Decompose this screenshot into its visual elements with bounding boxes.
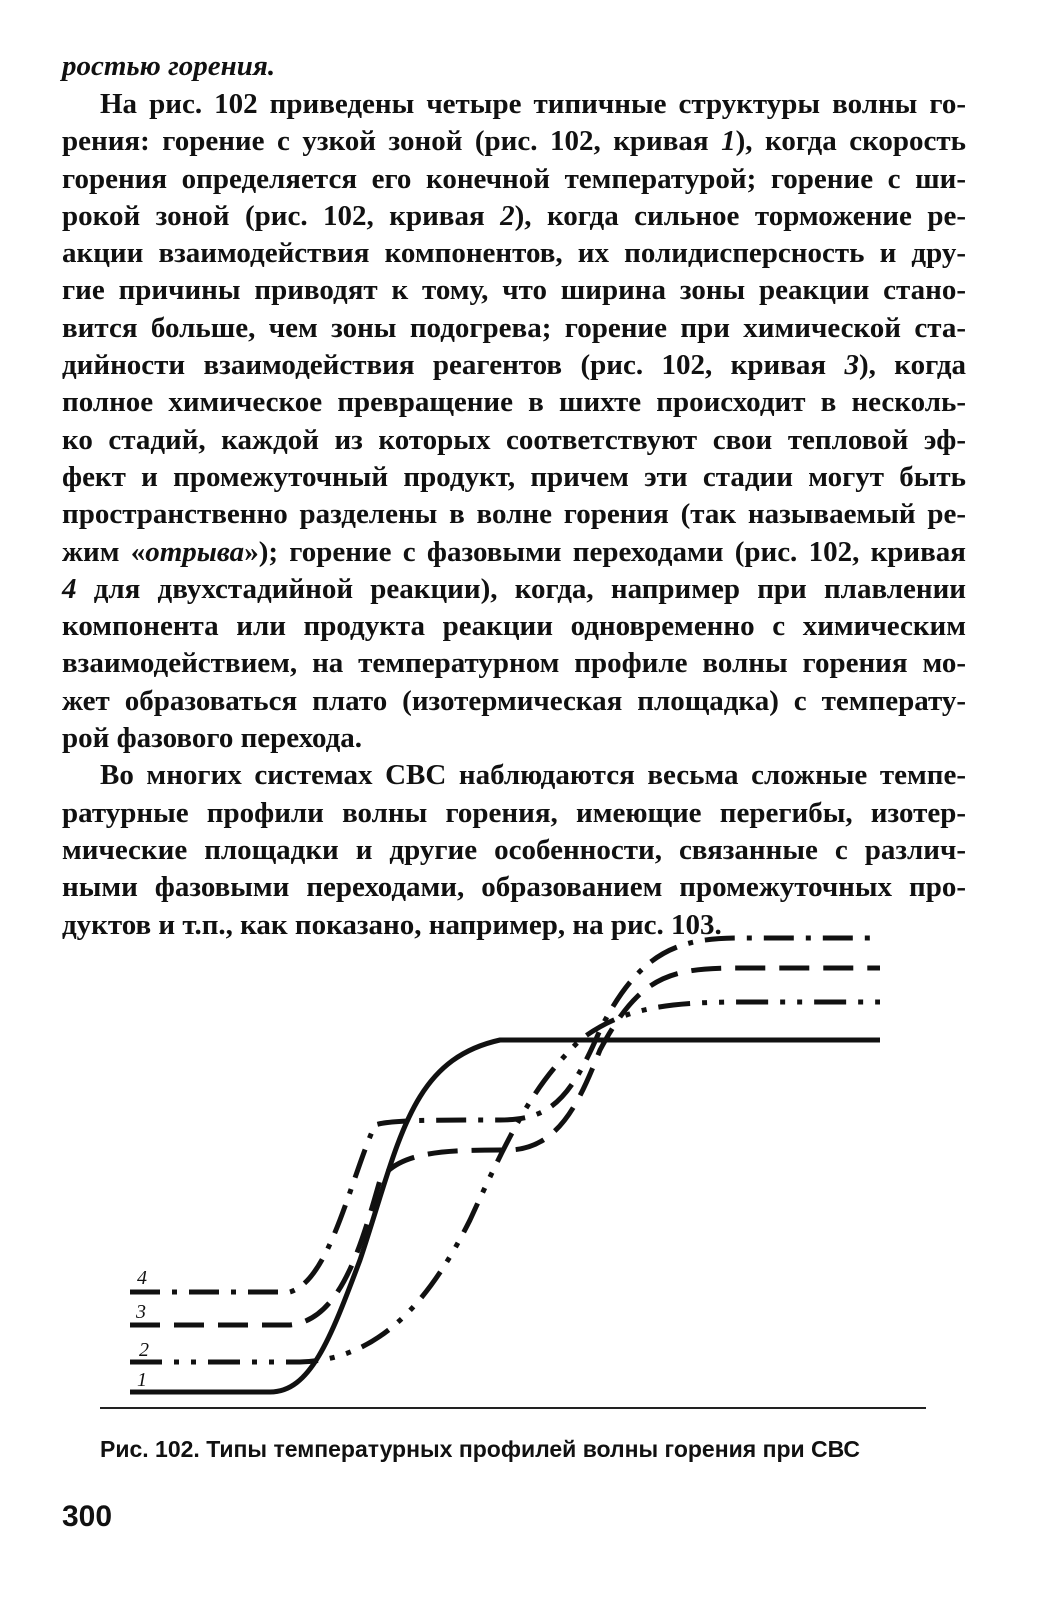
text-segment: ратурные профили волны горения, имеющие перегибы, изотер- (62, 796, 966, 829)
text-segment: Во многих системах СВС наблюдаются весьма сложные темпе- (100, 759, 966, 792)
text-line (62, 496, 966, 533)
text-segment: горения определяется его конечной температурой; горение с ши- (62, 162, 966, 195)
curve-2 (130, 1002, 880, 1362)
text-segment: компонента или продукта реакции одновременно с химическим (62, 610, 966, 643)
text-segment: пространственно разделены в волне горения (так называемый ре- (62, 498, 966, 531)
curve-1 (130, 1040, 880, 1392)
text-segment: ), когда скорость (735, 125, 966, 158)
page-number: 300 (62, 1500, 113, 1533)
text-segment: дийности взаимодействия реагентов (рис. 102, кривая (62, 349, 845, 382)
combustion-profiles-figure (100, 918, 920, 1418)
text-segment: дуктов и т.п., как показано, например, на рис. 103. (62, 908, 722, 941)
text-line (62, 310, 966, 347)
text-line (62, 86, 966, 123)
text-line (62, 272, 966, 309)
text-line (62, 235, 966, 272)
text-line (62, 869, 966, 906)
text-segment: мические площадки и другие особенности, связанные с различ- (62, 833, 966, 866)
text-segment: жет образоваться плато (изотермическая площадка) с температу- (62, 684, 966, 717)
text-line (62, 683, 966, 720)
text-segment: вится больше, чем зоны подогрева; горение при химической ста- (62, 311, 966, 344)
curve-4 (130, 938, 880, 1292)
text-segment: »); горение с фазовыми переходами (рис. 102, кривая (244, 535, 966, 568)
curve-label-2: 2 (139, 1339, 149, 1361)
figure-caption: Рис. 102. Типы температурных профилей волны горения при СВС (100, 1436, 860, 1462)
text-line (62, 757, 966, 794)
text-segment: отрыва (145, 535, 245, 568)
text-line (62, 123, 966, 160)
text-line (62, 459, 966, 496)
text-segment: акции взаимодействия компонентов, их полидисперсность и дру- (62, 237, 966, 270)
text-line (62, 198, 966, 235)
curve-label-3: 3 (136, 1301, 146, 1323)
text-segment: 3 (844, 349, 859, 382)
text-line (62, 645, 966, 682)
text-line (62, 608, 966, 645)
text-segment: фект и промежуточный продукт, причем эти стадии могут быть (62, 460, 966, 493)
text-segment: 2 (500, 199, 515, 232)
text-segment: ными фазовыми переходами, образованием промежуточных про- (62, 871, 966, 904)
text-line (62, 534, 966, 571)
text-segment: гие причины приводят к тому, что ширина зоны реакции стано- (62, 274, 966, 307)
text-line (62, 384, 966, 421)
text-segment: полное химическое превращение в шихте происходит в несколь- (62, 386, 966, 419)
text-segment: 4 (62, 572, 77, 605)
text-segment: На рис. 102 приведены четыре типичные структуры волны го- (100, 88, 966, 120)
text-segment: ко стадий, каждой из которых соответствуют свои тепловой эф- (62, 423, 966, 456)
text-line (62, 795, 966, 832)
curve-label-4: 4 (137, 1267, 147, 1289)
heading-fragment: ростью горения. (62, 50, 276, 82)
curve-label-1: 1 (137, 1369, 147, 1391)
text-segment: рения: горение с узкой зоной (рис. 102, кривая (62, 125, 722, 158)
text-line (62, 422, 966, 459)
text-line (62, 161, 966, 198)
text-line (62, 832, 966, 869)
text-segment: рой фазового перехода. (62, 722, 363, 755)
text-segment: взаимодействием, на температурном профиле волны горения мо- (62, 647, 966, 680)
text-segment: ), когда (858, 349, 966, 382)
text-line (62, 720, 966, 757)
text-segment: для двухстадийной реакции), когда, например при плавлении (76, 572, 966, 605)
text-segment: 1 (721, 125, 736, 158)
text-line (62, 571, 966, 608)
body-text (62, 86, 966, 944)
text-segment: рокой зоной (рис. 102, кривая (62, 199, 501, 232)
text-segment: ), когда сильное торможение ре- (514, 199, 966, 232)
caption-rule (100, 1407, 926, 1409)
text-line (62, 347, 966, 384)
text-segment: жим « (62, 535, 146, 568)
